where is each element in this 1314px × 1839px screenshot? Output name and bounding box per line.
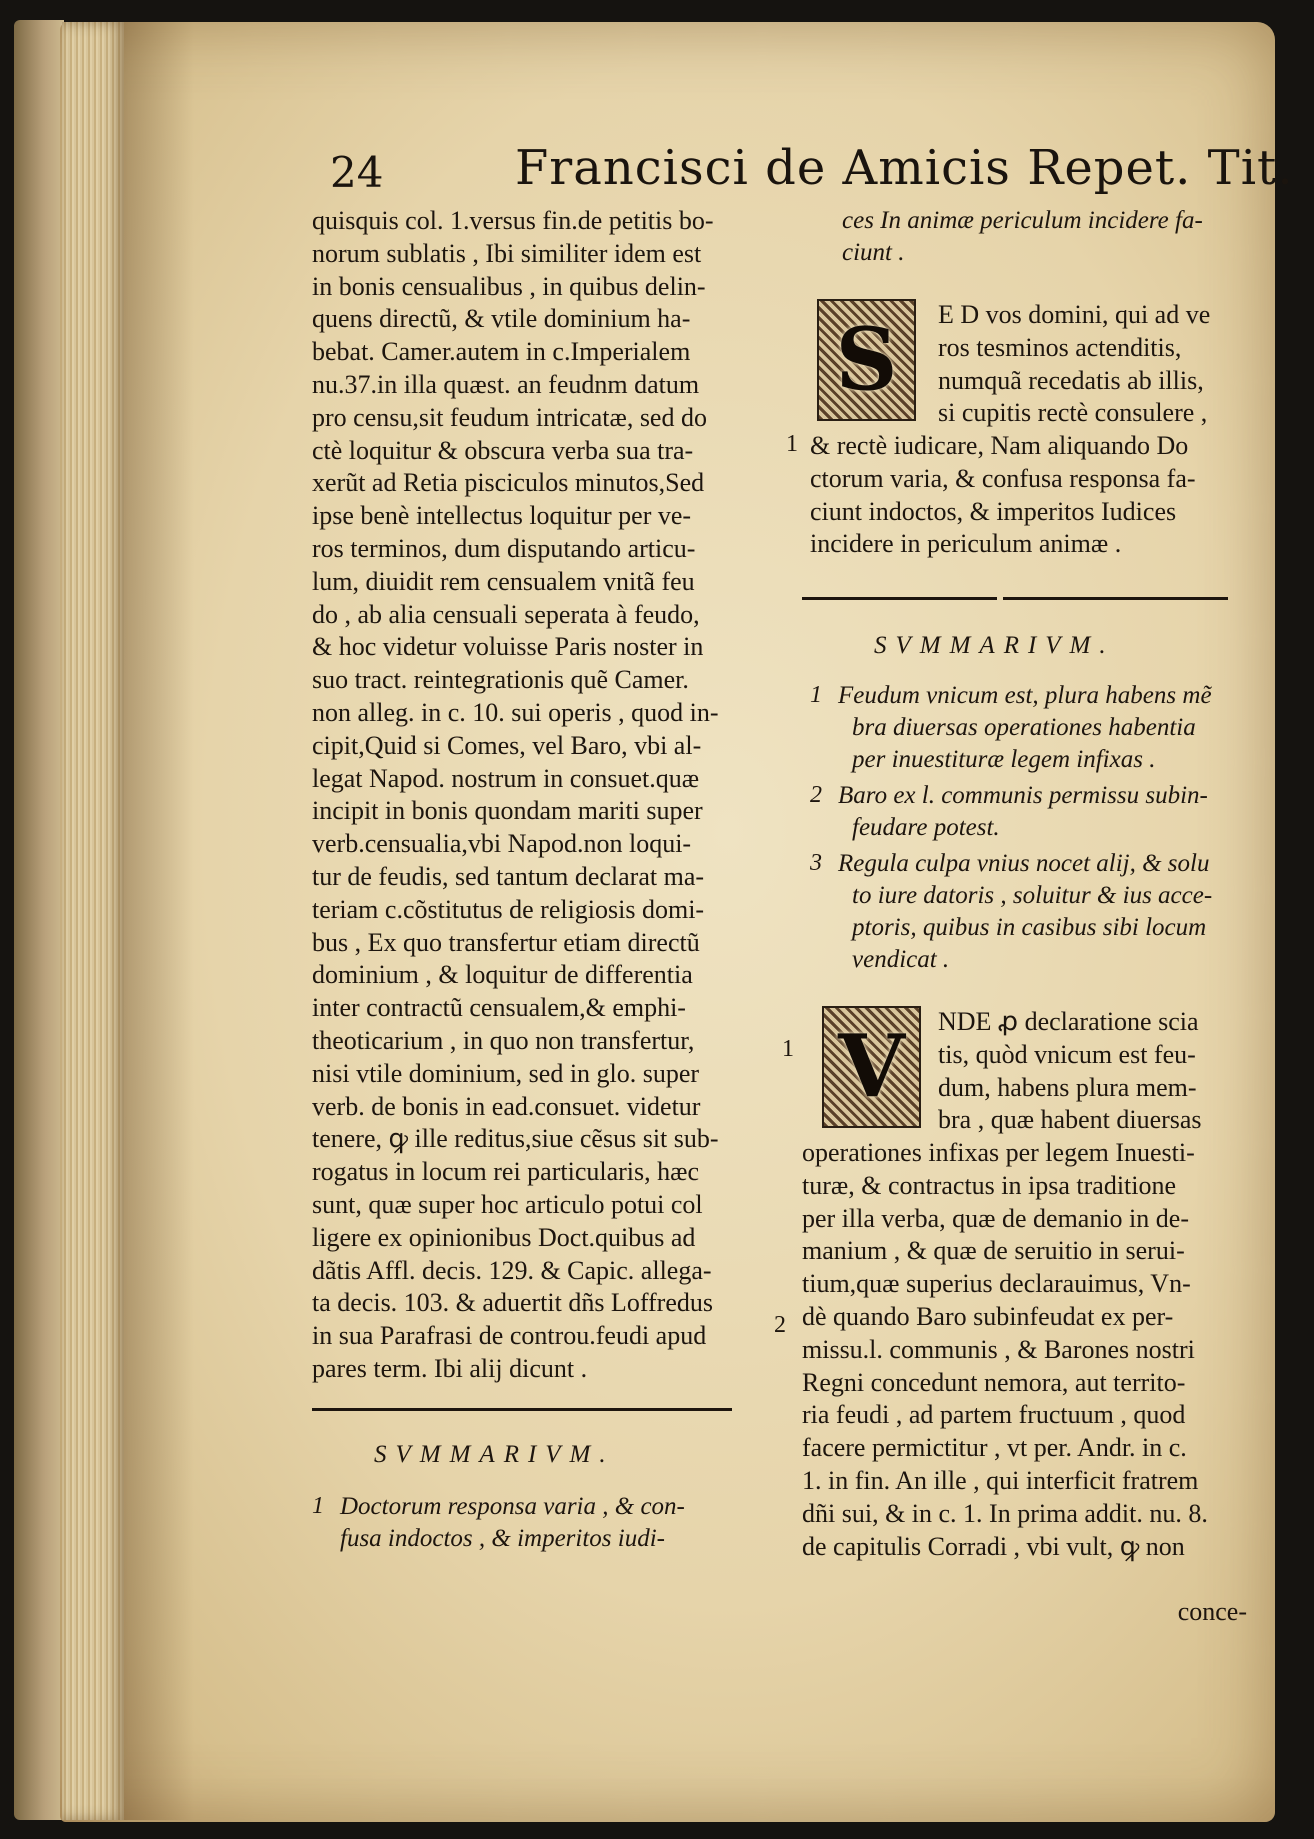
text-line: missu.l. communis , & Barones nostri [802,1334,1195,1364]
text-line: xerũt ad Retia pisciculos minutos,Sed [312,468,705,498]
text-line: ctè loquitur & obscura verba sua tra- [312,435,694,465]
paragraph-1-full-lines [810,430,1196,561]
paragraph-1 [786,299,1247,561]
summarium-item-text [312,1491,762,1555]
text-line: dãtis Affl. decis. 129. & Capic. allega- [312,1255,712,1285]
text-line: ta decis. 103. & aduertit dñs Loffredus [312,1288,713,1318]
text-line: rogatus in locum rei particularis, hæc [312,1157,700,1187]
text-line: verb.censualia,vbi Napod.non loqui- [312,829,692,859]
text-line: bra , quæ habent diuersas [938,1105,1202,1135]
text-line: Regni concedunt nemora, aut territo- [802,1367,1186,1397]
text-line: tis, quòd vnicum est feu- [938,1039,1196,1069]
dropcap-v: V [822,1006,921,1128]
summarium-item-number: 1 [810,682,822,708]
text-line: in sua Parafrasi de controu.feudi apud [312,1321,707,1351]
paragraph-1-indented-lines [938,299,1210,430]
text-line: quens directũ, & vtile dominium ha- [312,304,691,334]
text-line: manium , & quæ de seruitio in serui- [802,1236,1185,1266]
summarium-item [312,1491,762,1555]
text-line: legat Napod. nostrum in consuet.quæ [312,763,700,793]
dropcap-s: S [817,299,916,421]
text-line: to iure datoris , soluitur & ius acce- [852,882,1213,909]
text-line: tium,quæ superius declarauimus, Vn- [802,1269,1191,1299]
margin-number: 1 [782,1036,794,1062]
text-line: quisquis col. 1.versus fin.de petitis bo- [312,206,714,235]
text-line: tur de feudis, sed tantum declarat ma- [312,861,705,891]
text-line: Regula culpa vnius nocet alij, & solu [838,850,1210,877]
text-line: dum, habens plura mem- [938,1072,1197,1102]
text-line: incipit in bonis quondam mariti super [312,796,703,826]
text-line: E D vos domini, qui ad ve [938,300,1211,329]
paragraph-2 [774,1006,1247,1626]
text-line: dominium , & loquitur de differentia [312,960,693,990]
text-line: incidere in periculum animæ . [810,529,1122,559]
text-line: bus , Ex quo transfertur etiam directũ [312,927,700,957]
binding-edge [14,20,64,1820]
text-line: Baro ex l. communis permissu subin- [838,782,1208,809]
running-title: Francisci de Amicis Repet. Tit. [515,140,1294,196]
text-line: facere permictitur , vt per. Andr. in c. [802,1433,1187,1463]
text-line: ciunt indoctos, & imperitos Iudices [810,496,1177,526]
text-line: de capitulis Corradi , vbi vult, ꝙ non [802,1531,1185,1561]
text-line: inter contractũ censualem,& emphi- [312,993,686,1023]
section-rule [802,597,1247,600]
text-line: nu.37.in illa quæst. an feudnm datum [312,369,700,399]
text-line: bebat. Camer.autem in c.Imperialem [312,337,691,367]
summarium-heading: SVMMARIVM. [874,632,1115,659]
summarium-item-number: 2 [810,782,822,808]
text-line: 1. in fin. An ille , qui interficit fratrem [802,1465,1199,1495]
margin-number: 1 [786,431,798,457]
text-line: ligere ex opinionibus Doct.quibus ad [312,1222,696,1252]
summarium-item [802,680,1247,776]
text-line: nisi vtile dominium, sed in glo. super [312,1058,700,1088]
text-line: verb. de bonis in ead.consuet. videtur [312,1091,701,1121]
paragraph-2-full-lines [802,1137,1208,1563]
text-line: NDE ꝓ declaratione scia [938,1007,1199,1036]
text-line: ciunt . [842,239,905,266]
margin-number: 2 [774,1312,786,1338]
page-number: 24 [330,148,384,197]
left-column [312,205,762,1555]
summarium-item-number: 1 [312,1492,324,1519]
text-line: per illa verba, quæ de demanio in de- [802,1203,1189,1233]
text-line: & rectè iudicare, Nam aliquando Do [810,431,1189,460]
text-line: pro censu,sit feudum intricatæ, sed do [312,402,707,432]
left-body-text [312,205,762,1386]
text-line: operationes infixas per legem Inuesti- [802,1138,1195,1167]
text-line: in bonis censualibus , in quibus delin- [312,271,706,301]
text-line: per inuestituræ legem infixas . [852,746,1156,773]
text-line: si cupitis rectè consulere , [938,398,1208,428]
summarium-item [802,780,1247,844]
text-line: lum, diuidit rem censualem vnitã feu [312,566,695,596]
text-line: ipse benè intellectus loquitur per ve- [312,501,692,531]
section-rule [312,1408,732,1411]
summarium-item-number: 3 [810,850,822,876]
text-line: ria feudi , ad partem fructuum , quod [802,1400,1186,1430]
summary-continuation [802,205,1247,269]
text-line: ros tesminos actenditis, [938,332,1182,362]
text-line: ces In animæ periculum incidere fa- [842,207,1203,234]
text-line: norum sublatis , Ibi similiter idem est [312,238,702,268]
summarium-list [802,680,1247,976]
text-line: ptoris, quibus in casibus sibi locum [852,914,1207,941]
text-line: sunt, quæ super hoc articulo potui col [312,1189,703,1219]
text-line: dè quando Baro subinfeudat ex per- [802,1301,1174,1331]
text-line: pares term. Ibi alij dicunt . [312,1353,588,1383]
text-line: feudare potest. [852,814,1000,841]
text-line: turæ, & contractus in ipsa traditione [802,1170,1177,1200]
summarium-item-text [802,780,1247,844]
text-line: ros terminos, dum disputando articu- [312,533,696,563]
catchword: conce- [1177,1597,1247,1626]
summarium-item-text [802,848,1247,976]
text-line: Doctorum responsa varia , & con- [340,1492,685,1520]
text-line: non alleg. in c. 10. sui operis , quod in- [312,697,719,727]
text-line: teriam c.cõstitutus de religiosis domi- [312,894,705,924]
summarium-item-text [802,680,1247,776]
text-line: do , ab alia censuali seperata à feudo, [312,599,700,629]
text-line: suo tract. reintegrationis quẽ Camer. [312,665,689,695]
summarium-item [802,848,1247,976]
gutter-shadow [124,22,194,1820]
right-column [774,205,1247,1626]
text-line: Feudum vnicum est, plura habens mẽ [838,682,1212,709]
text-line: bra diuersas operationes habentia [852,714,1196,741]
text-line: dñi sui, & in c. 1. In prima addit. nu. 8. [802,1498,1208,1528]
page-fore-edge [62,22,124,1820]
text-line: & hoc videtur voluisse Paris noster in [312,632,704,662]
text-line: ctorum varia, & confusa responsa fa- [810,463,1196,493]
text-line: fusa indoctos , & imperitos iudi- [340,1524,665,1552]
text-line: numquã recedatis ab illis, [938,365,1204,395]
summarium-heading: SVMMARIVM. [374,1440,615,1468]
text-line: vendicat . [852,946,950,973]
paragraph-2-indented-lines [938,1006,1202,1137]
text-line: theoticarium , in quo non transfertur, [312,1025,695,1055]
text-line: tenere, ꝙ ille reditus,siue cẽsus sit sub- [312,1124,719,1154]
text-line: cipit,Quid si Comes, vel Baro, vbi al- [312,730,702,760]
